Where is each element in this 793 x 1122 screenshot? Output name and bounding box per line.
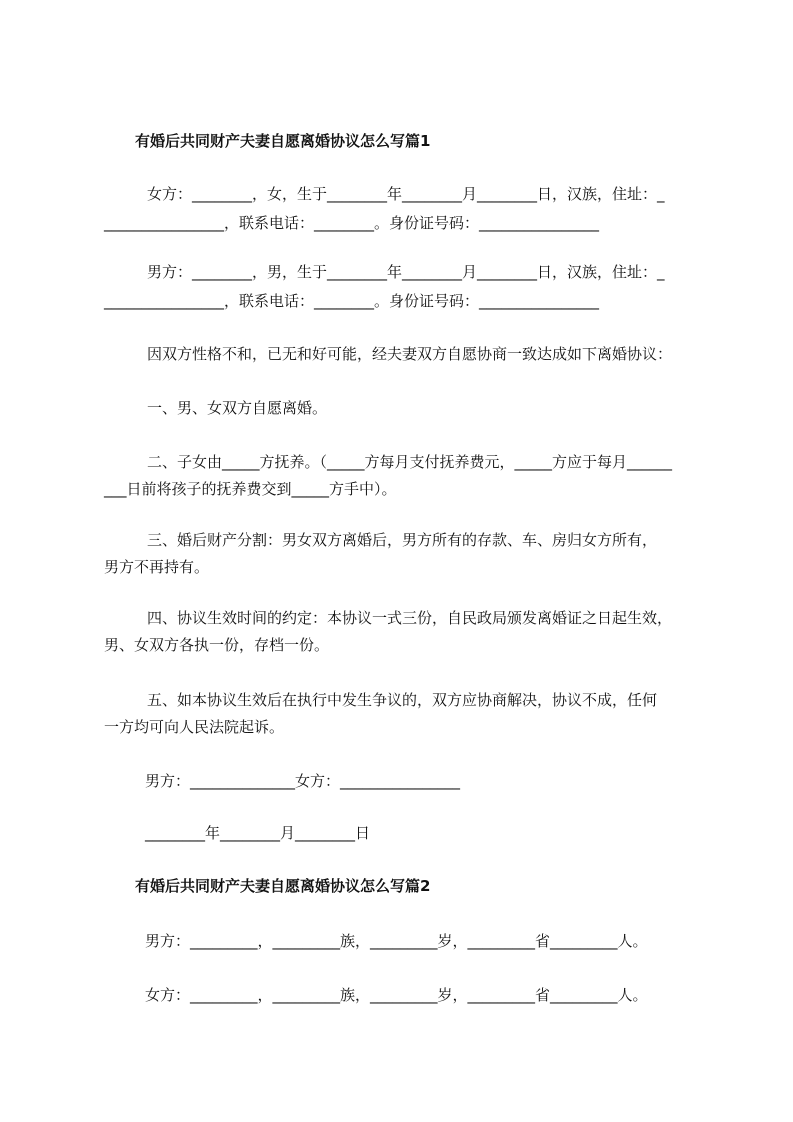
signature-line: 男方：______________女方：________________ [145, 772, 461, 790]
clause-2-line-2: ___日前将孩子的抚养费交到_____方手中）。 [104, 480, 397, 498]
clause-5-line-2: 一方均可向人民法院起诉。 [104, 718, 285, 736]
wife-info-line-1: 女方：________，女，生于________年________月________日，汉族，住址：_ [147, 185, 665, 203]
man-info-line: 男方：_________，_________族，_________岁，_________省_________人。 [145, 932, 648, 950]
date-line: ________年________月________日 [145, 824, 371, 842]
husband-info-line-1: 男方：________，男，生于________年________月________日，汉族，住址：_ [147, 263, 665, 281]
wife-info-line-2: ________________，联系电话：________。身份证号码：________________ [104, 214, 600, 232]
husband-info-line-2: ________________，联系电话：________。身份证号码：________________ [104, 292, 600, 310]
clause-4-line-2: 男、女双方各执一份，存档一份。 [104, 636, 330, 654]
woman-info-line: 女方：_________，_________族，_________岁，_________省_________人。 [145, 986, 648, 1004]
section-heading-1: 有婚后共同财产夫妻自愿离婚协议怎么写篇1 [135, 132, 431, 150]
clause-1: 一、男、女双方自愿离婚。 [147, 399, 328, 417]
intro-paragraph: 因双方性格不和，已无和好可能，经夫妻双方自愿协商一致达成如下离婚协议： [147, 345, 673, 363]
clause-2-line-1: 二、子女由_____方抚养。（_____方每月支付抚养费元，_____方应于每月______ [147, 453, 673, 471]
clause-5-line-1: 五、如本协议生效后在执行中发生争议的，双方应协商解决，协议不成，任何 [147, 691, 658, 709]
clause-4-line-1: 四、协议生效时间的约定：本协议一式三份，自民政局颁发离婚证之日起生效， [147, 609, 673, 627]
clause-3-line-2: 男方不再持有。 [104, 558, 210, 576]
clause-3-line-1: 三、婚后财产分割：男女双方离婚后，男方所有的存款、车、房归女方所有， [147, 531, 658, 549]
section-heading-2: 有婚后共同财产夫妻自愿离婚协议怎么写篇2 [135, 877, 431, 895]
